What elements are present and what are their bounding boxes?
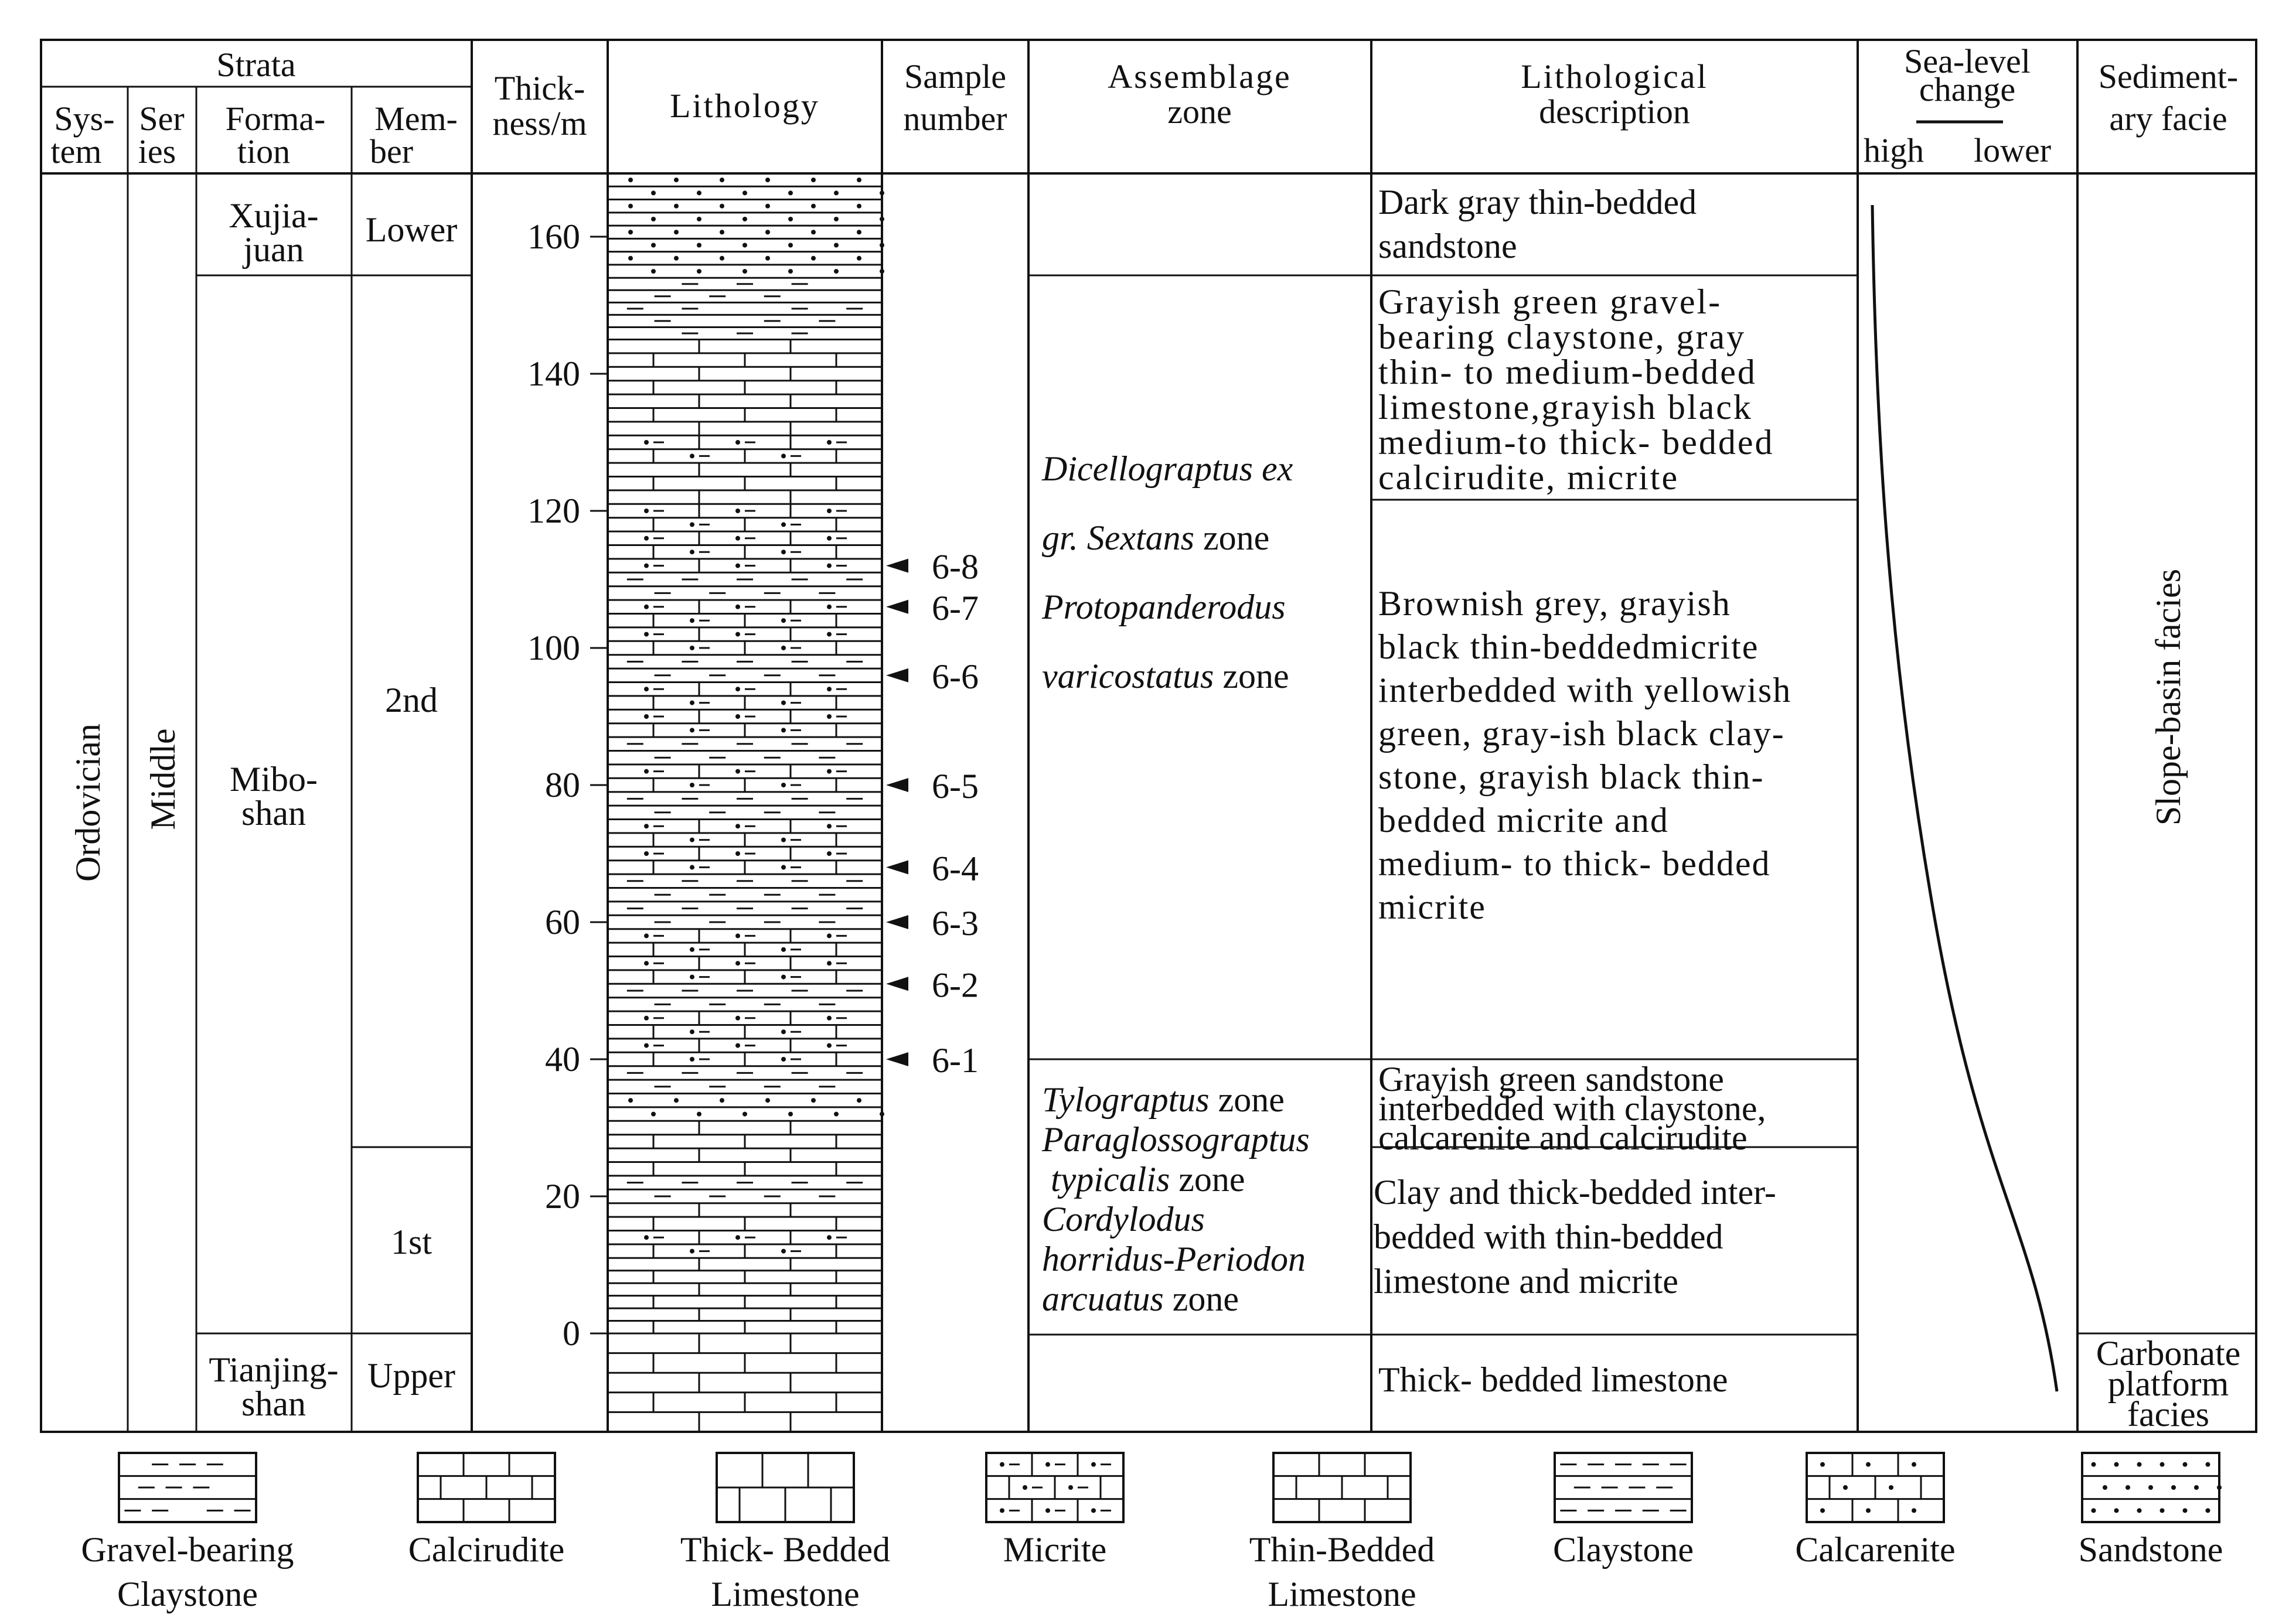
lithology-bed-claystone bbox=[608, 1183, 882, 1203]
facies bbox=[2096, 569, 2241, 1434]
member-2nd: 2nd bbox=[385, 681, 438, 719]
header-series-1: Ser bbox=[139, 100, 185, 138]
formation-xujiajuan-line-2: juan bbox=[243, 230, 304, 269]
legend-label-thick-limestone: Limestone bbox=[711, 1575, 860, 1613]
legend-label-thick-limestone: Thick- Bedded bbox=[680, 1530, 891, 1569]
sample-label: 6-5 bbox=[932, 767, 979, 806]
legend-label-gravel-claystone: Claystone bbox=[117, 1575, 258, 1613]
header-sealevel-2: change bbox=[1919, 70, 2016, 108]
legend-swatch-thin-limestone-icon bbox=[1273, 1453, 1411, 1522]
lithology-bed-claystone bbox=[608, 579, 882, 600]
description-d4-line: Grayish green sandstone bbox=[1378, 1060, 1724, 1098]
header-sample-2: number bbox=[903, 100, 1007, 138]
thickness-tick-label: 20 bbox=[545, 1177, 580, 1216]
formation-miboshan-line-1: Mibo- bbox=[230, 760, 318, 799]
header-system-1: Sys- bbox=[54, 100, 115, 138]
legend bbox=[81, 1453, 2223, 1613]
lithology-bed-micrite bbox=[608, 600, 882, 655]
thickness-tick-label: 120 bbox=[527, 492, 580, 530]
header-thickness-2: ness/m bbox=[492, 104, 587, 142]
legend-item-gravel-claystone bbox=[81, 1453, 294, 1613]
legend-label-micrite: Micrite bbox=[1003, 1530, 1107, 1569]
sample-marker-icon bbox=[886, 915, 908, 929]
header-formation-2: tion bbox=[237, 132, 291, 170]
sample-markers bbox=[886, 548, 979, 1080]
legend-item-calcarenite bbox=[1795, 1453, 1955, 1569]
sample-marker-icon bbox=[886, 668, 908, 683]
description-d3-line: micrite bbox=[1378, 888, 1486, 926]
facies-platform-3: facies bbox=[2127, 1395, 2209, 1434]
lithology-bed-thick-limestone bbox=[608, 1333, 882, 1432]
sample-label: 6-3 bbox=[932, 904, 979, 943]
legend-item-claystone bbox=[1553, 1453, 1694, 1569]
sample-label: 6-6 bbox=[932, 657, 979, 696]
thickness-axis bbox=[527, 217, 608, 1353]
lithology-column bbox=[608, 178, 884, 1432]
description-d3-line: bedded micrite and bbox=[1378, 801, 1669, 840]
sample-marker-icon bbox=[886, 778, 908, 792]
legend-swatch-calcirudite-icon bbox=[418, 1453, 555, 1522]
legend-item-thick-limestone bbox=[680, 1453, 890, 1613]
legend-item-thin-limestone bbox=[1249, 1453, 1435, 1613]
lithology-bed-calcirudite bbox=[608, 1121, 882, 1148]
sample-marker-icon bbox=[886, 600, 908, 614]
sealevel-arrow-icon bbox=[1915, 110, 2004, 134]
lithology-bed-sandstone bbox=[608, 1098, 884, 1121]
lithology-bed-micrite bbox=[608, 1231, 882, 1258]
description-d3-line: Brownish grey, grayish bbox=[1378, 584, 1731, 623]
header-sealevel-1: Sea-level bbox=[1904, 42, 2031, 80]
description-d3-line: black thin-beddedmicrite bbox=[1378, 627, 1759, 666]
header-series-2: ies bbox=[138, 132, 176, 170]
sample-marker-icon bbox=[886, 977, 908, 991]
thickness-tick-label: 80 bbox=[545, 766, 580, 804]
lithology-bed-micrite bbox=[608, 820, 882, 875]
header-strata: Strata bbox=[216, 46, 296, 84]
description-d5-line: limestone and micrite bbox=[1374, 1262, 1678, 1301]
header-sealevel-lower: lower bbox=[1974, 131, 2052, 169]
lithology-bed-claystone bbox=[608, 1073, 882, 1093]
sample-marker-icon bbox=[886, 1052, 908, 1066]
header-description-1: Lithological bbox=[1521, 57, 1708, 95]
lithology-bed-thin-limestone bbox=[608, 1148, 882, 1176]
header-lithology: Lithology bbox=[670, 87, 820, 125]
description-d2-line: limestone,grayish black bbox=[1378, 388, 1753, 427]
assemblage-zone-upper: Dicellograptus ex gr. Sextans zone Protopanderodus varicostatus zone bbox=[1042, 449, 1293, 695]
header-member-2: ber bbox=[369, 132, 414, 170]
facies-platform-1: Carbonate bbox=[2096, 1334, 2241, 1373]
description-d2-line: calcirudite, micrite bbox=[1378, 458, 1680, 497]
legend-item-calcirudite bbox=[408, 1453, 565, 1569]
legend-swatch-thick-limestone-icon bbox=[717, 1453, 854, 1522]
description-d1-line: sandstone bbox=[1378, 227, 1517, 265]
description-d1-line: Dark gray thin-bedded bbox=[1378, 183, 1697, 221]
legend-label-thin-limestone: Limestone bbox=[1268, 1575, 1416, 1613]
legend-swatch-micrite-icon bbox=[986, 1453, 1123, 1522]
legend-label-sandstone: Sandstone bbox=[2078, 1530, 2223, 1569]
legend-swatch-calcarenite-icon bbox=[1807, 1453, 1944, 1522]
member-1st: 1st bbox=[390, 1223, 432, 1261]
sample-marker-icon bbox=[886, 559, 908, 573]
lithology-bed-claystone bbox=[608, 881, 882, 929]
description-d3-line: interbedded with yellowish bbox=[1378, 671, 1792, 709]
lithology-bed-micrite bbox=[608, 683, 882, 738]
series-label: Middle bbox=[144, 728, 182, 830]
lithology-bed-calcirudite bbox=[608, 463, 882, 504]
legend-swatch-gravel-claystone-icon bbox=[119, 1453, 256, 1522]
formation-labels bbox=[209, 196, 338, 1423]
sample-label: 6-1 bbox=[932, 1041, 979, 1080]
legend-item-micrite bbox=[986, 1453, 1123, 1569]
assemblage-zones bbox=[1041, 449, 1310, 1318]
thickness-tick-label: 100 bbox=[527, 629, 580, 667]
description-d2-line: medium-to thick- bedded bbox=[1378, 423, 1774, 462]
sea-level-curve bbox=[1872, 205, 2057, 1391]
header-sealevel-high: high bbox=[1864, 131, 1924, 169]
header-assemblage-1: Assemblage bbox=[1108, 57, 1292, 95]
description-d3-line: medium- to thick- bedded bbox=[1378, 844, 1771, 883]
legend-item-sandstone bbox=[2079, 1453, 2223, 1569]
legend-swatch-claystone-icon bbox=[1555, 1453, 1692, 1522]
description-d5-line: bedded with thin-bedded bbox=[1374, 1217, 1723, 1256]
lithological-descriptions bbox=[1374, 183, 1791, 1399]
member-lower: Lower bbox=[365, 210, 458, 249]
header-formation-1: Forma- bbox=[225, 100, 326, 138]
lithology-bed-thin-limestone bbox=[608, 1203, 882, 1231]
legend-label-thin-limestone: Thin-Bedded bbox=[1249, 1530, 1435, 1569]
sample-marker-icon bbox=[886, 860, 908, 874]
header-system-2: tem bbox=[50, 132, 102, 170]
lithology-bed-micrite bbox=[608, 435, 882, 463]
facies-platform-2: platform bbox=[2107, 1364, 2229, 1403]
formation-miboshan-line-2: shan bbox=[241, 794, 306, 833]
lithology-bed-claystone bbox=[608, 799, 882, 819]
assemblage-zone-lower: Tylograptus zone Paraglossograptus typicalis zone Cordylodus horridus-Periodon arcuatus zone bbox=[1042, 1080, 1310, 1318]
lithology-bed-sandstone bbox=[608, 178, 884, 278]
lithology-bed-calcirudite bbox=[608, 340, 882, 436]
lithology-bed-micrite bbox=[608, 1011, 882, 1066]
thickness-tick-label: 40 bbox=[545, 1040, 580, 1079]
lithology-bed-claystone bbox=[608, 661, 882, 682]
member-upper: Upper bbox=[367, 1356, 455, 1395]
system-label: Ordovician bbox=[69, 724, 107, 882]
header-description-2: description bbox=[1539, 93, 1690, 131]
sample-label: 6-8 bbox=[932, 547, 979, 586]
legend-swatch-sandstone-icon bbox=[2082, 1453, 2222, 1522]
description-d4-line: calcarenite and calcirudite bbox=[1378, 1118, 1748, 1157]
sample-label: 6-4 bbox=[932, 849, 979, 888]
legend-label-claystone: Claystone bbox=[1553, 1530, 1694, 1569]
formation-xujiajuan-line-1: Xujia- bbox=[229, 196, 319, 235]
header-thickness-1: Thick- bbox=[494, 69, 585, 107]
header-facies-1: Sediment- bbox=[2098, 57, 2239, 95]
sample-label: 6-2 bbox=[932, 965, 979, 1005]
description-d5-line: Clay and thick-bedded inter- bbox=[1374, 1173, 1776, 1212]
thickness-tick-label: 140 bbox=[527, 354, 580, 393]
lithology-bed-claystone bbox=[608, 991, 882, 1011]
facies-slope-basin: Slope-basin facies bbox=[2149, 568, 2188, 826]
lithology-bed-micrite bbox=[608, 929, 882, 984]
header-sample-1: Sample bbox=[904, 57, 1006, 95]
lithology-bed-gravel-claystone bbox=[608, 280, 882, 340]
member-labels bbox=[366, 210, 458, 1395]
header-assemblage-2: zone bbox=[1167, 93, 1232, 131]
thickness-tick-label: 60 bbox=[545, 903, 580, 941]
thickness-tick-label: 160 bbox=[527, 217, 580, 256]
description-d6-line: Thick- bedded limestone bbox=[1378, 1360, 1728, 1399]
legend-label-calcarenite: Calcarenite bbox=[1795, 1530, 1956, 1569]
description-d2-line: bearing claystone, gray bbox=[1378, 318, 1746, 356]
legend-label-gravel-claystone: Gravel-bearing bbox=[81, 1530, 294, 1569]
lithology-bed-claystone bbox=[608, 744, 882, 765]
lithology-bed-thin-limestone bbox=[608, 1258, 882, 1333]
formation-tianjingshan-line-1: Tianjing- bbox=[209, 1350, 339, 1389]
description-d3-line: stone, grayish black thin- bbox=[1378, 758, 1765, 796]
thickness-tick-label: 0 bbox=[563, 1314, 580, 1353]
formation-tianjingshan-line-2: shan bbox=[241, 1384, 306, 1423]
header-facies-2: ary facie bbox=[2109, 100, 2227, 138]
sample-label: 6-7 bbox=[932, 588, 979, 627]
header-member-1: Mem- bbox=[374, 100, 458, 138]
description-d2-line: Grayish green gravel- bbox=[1378, 282, 1722, 321]
description-d4-line: interbedded with claystone, bbox=[1378, 1089, 1766, 1128]
header bbox=[51, 42, 2239, 170]
description-d2-line: thin- to medium-bedded bbox=[1378, 353, 1757, 391]
strata-columns bbox=[69, 196, 457, 1423]
description-d3-line: green, gray-ish black clay- bbox=[1378, 714, 1785, 753]
lithology-bed-micrite bbox=[608, 504, 882, 572]
lithology-bed-micrite bbox=[608, 765, 882, 792]
legend-label-calcirudite: Calcirudite bbox=[408, 1530, 565, 1569]
